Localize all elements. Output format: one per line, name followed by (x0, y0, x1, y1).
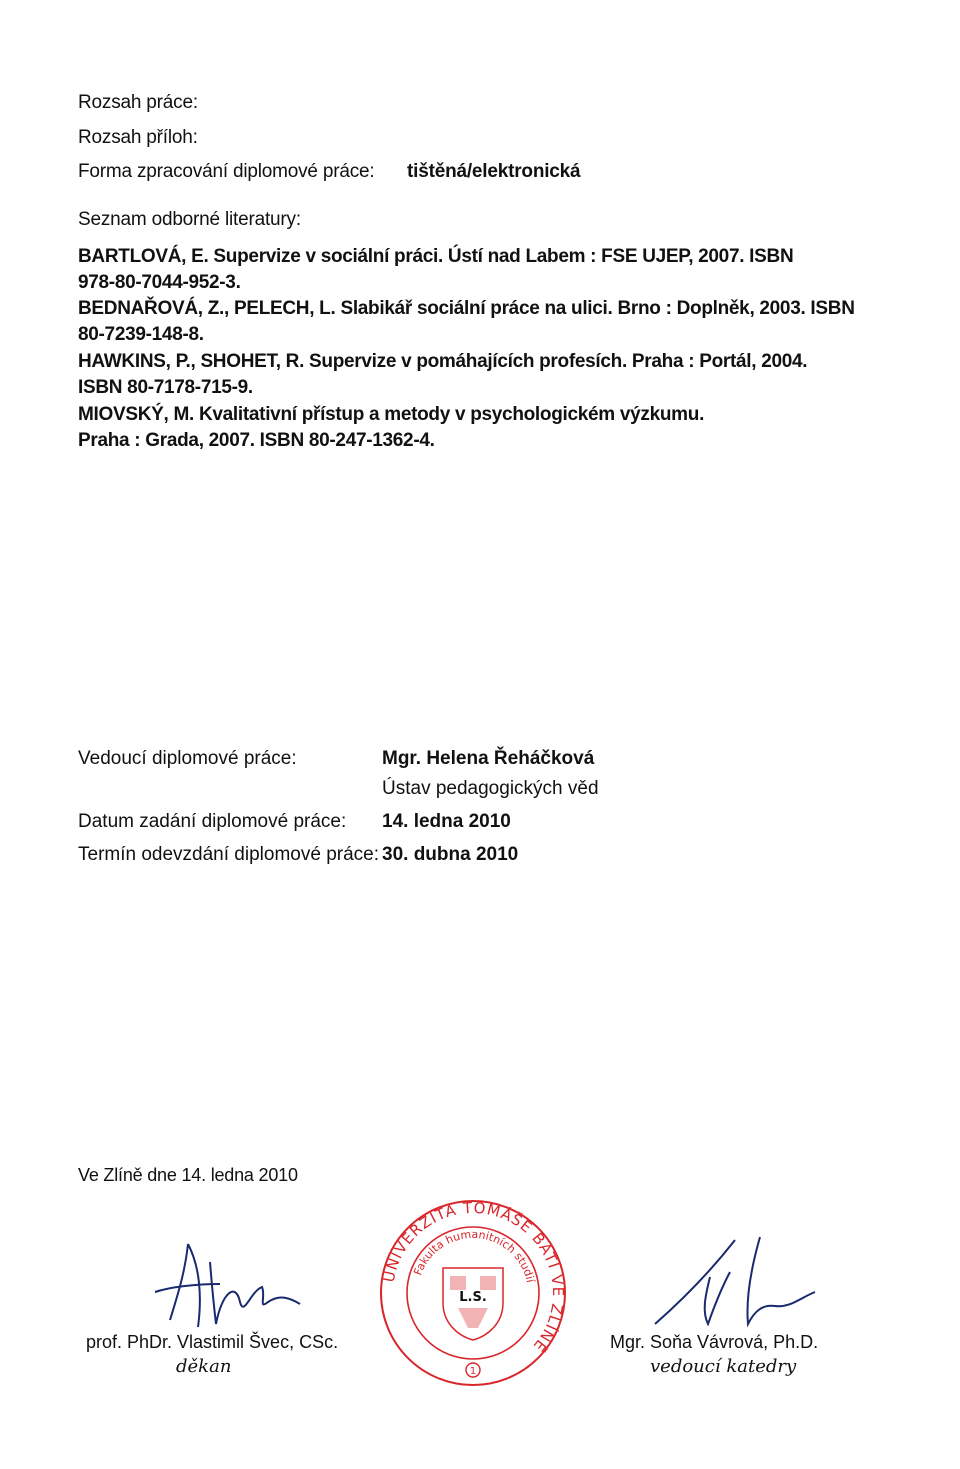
university-stamp (378, 1198, 568, 1388)
rozsah-priloh-label: Rozsah příloh: (78, 127, 198, 148)
termin-label: Termín odevzdání diplomové práce: (78, 844, 379, 865)
reference-line: Praha : Grada, 2007. ISBN 80-247-1362-4. (78, 430, 435, 451)
svg-text:UNIVERZITA TOMÁŠE BATI VE ZLÍN (380, 1199, 567, 1356)
rozsah-prace-label: Rozsah práce: (78, 92, 198, 113)
head-name: Mgr. Soňa Vávrová, Ph.D. (610, 1332, 819, 1352)
dean-signature (140, 1232, 310, 1332)
zadani-value: 14. ledna 2010 (382, 811, 511, 832)
vedouci-ustav: Ústav pedagogických věd (382, 778, 599, 799)
svg-text:Fakulta humanitních studií (411, 1228, 537, 1285)
stamp-number: 1 (469, 1366, 477, 1377)
reference-line: 80-7239-148-8. (78, 324, 204, 345)
dean-role: děkan (176, 1356, 232, 1377)
zadani-label: Datum zadání diplomové práce: (78, 811, 347, 832)
vedouci-name: Mgr. Helena Řeháčková (382, 748, 595, 769)
forma-label: Forma zpracování diplomové práce: (78, 161, 375, 182)
reference-line: 978-80-7044-952-3. (78, 272, 241, 293)
stamp-inner-text: Fakulta humanitních studií (411, 1227, 537, 1284)
head-signature (650, 1232, 820, 1332)
literatura-heading: Seznam odborné literatury: (78, 209, 301, 230)
head-role: vedoucí katedry (650, 1356, 797, 1377)
stamp-center-text: L.S. (459, 1290, 487, 1305)
reference-line: BEDNAŘOVÁ, Z., PELECH, L. Slabikář sociální práce na ulici. Brno : Doplněk, 2003. ISBN (78, 298, 855, 319)
reference-line: HAWKINS, P., SHOHET, R. Supervize v pomáhajících profesích. Praha : Portál, 2004. (78, 351, 808, 372)
place-date: Ve Zlíně dne 14. ledna 2010 (78, 1165, 298, 1185)
dean-name: prof. PhDr. Vlastimil Švec, CSc. (86, 1332, 339, 1352)
vedouci-label: Vedoucí diplomové práce: (78, 748, 297, 769)
stamp-outer-text: UNIVERZITA TOMÁŠE BATI VE ZLÍNĚ (379, 1198, 568, 1356)
forma-value: tištěná/elektronická (407, 161, 581, 182)
reference-line: ISBN 80-7178-715-9. (78, 377, 253, 398)
reference-line: MIOVSKÝ, M. Kvalitativní přístup a metody v psychologickém výzkumu. (78, 404, 705, 425)
reference-line: BARTLOVÁ, E. Supervize v sociální práci. Ústí nad Labem : FSE UJEP, 2007. ISBN (78, 246, 794, 267)
termin-value: 30. dubna 2010 (382, 844, 519, 865)
